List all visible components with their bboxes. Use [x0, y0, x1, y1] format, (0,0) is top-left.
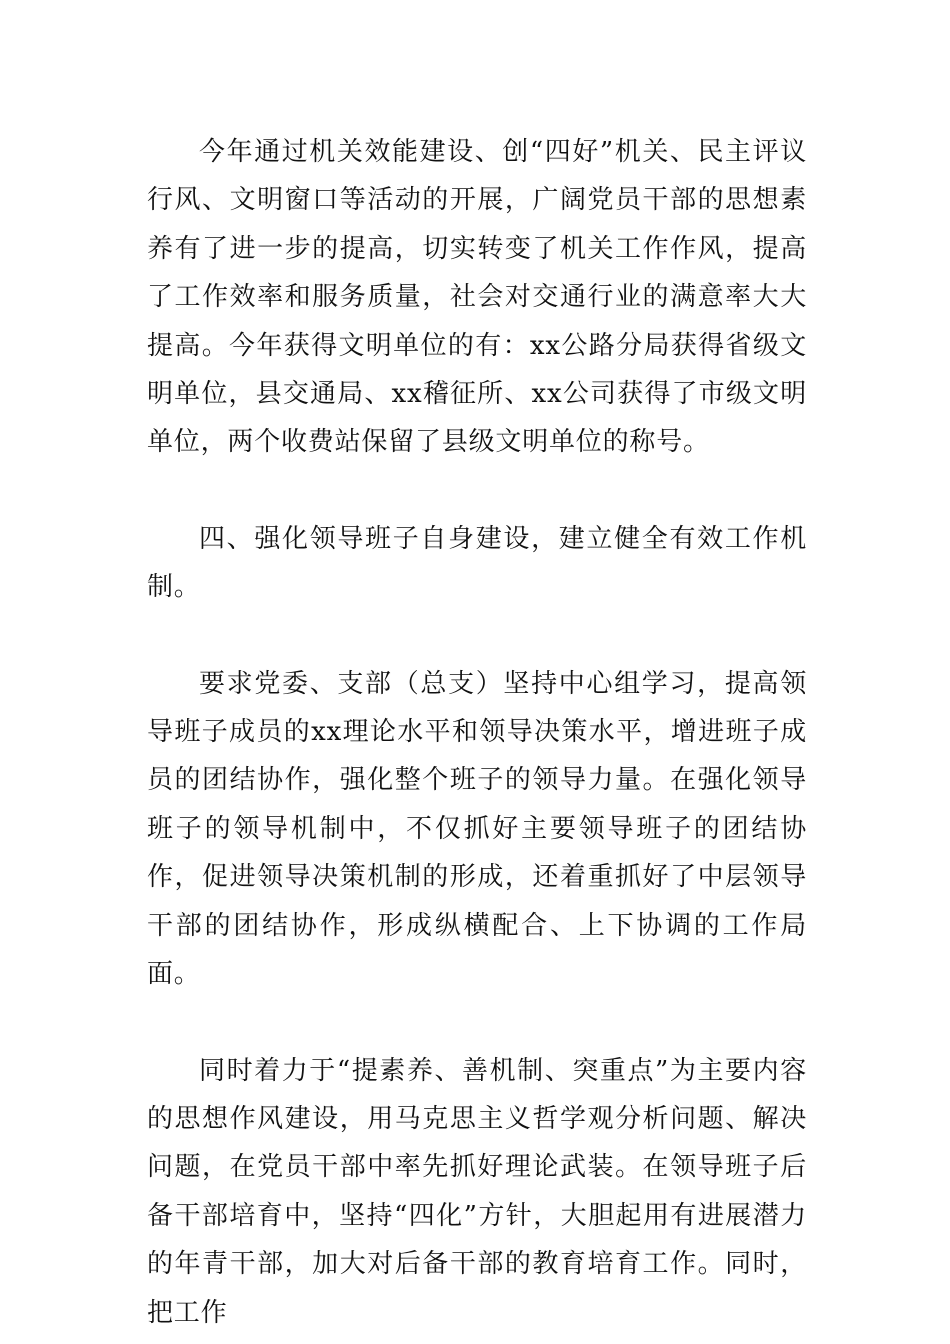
- section-heading-leadership: 四、强化领导班子自身建设，建立健全有效工作机制。: [147, 523, 807, 603]
- paragraph-leadership-mechanism: 要求党委、支部（总支）坚持中心组学习，提高领导班子成员的xx理论水平和领导决策水平，增进班子成员的团结协作，强化整个班子的领导力量。在强化领导班子的领导机制中，不仅抓好主要领导班子的团结协作，促进领导决策机制的形成，还着重抓好了中层领导干部的团结协作，形成纵横配合、上下协调的工作局面。: [147, 668, 807, 990]
- paragraph-style-building: 同时着力于“提素养、善机制、突重点”为主要内容的思想作风建设，用马克思主义哲学观分析问题、解决问题，在党员干部中率先抓好理论武装。在领导班子后备干部培育中，坚持“四化”方针，大胆起用有进展潜力的年青干部，加大对后备干部的教育培育工作。同时，把工作: [147, 1055, 807, 1328]
- paragraph-gap: [147, 612, 807, 660]
- paragraph-gap: [147, 467, 807, 515]
- document-body: [147, 128, 807, 1337]
- paragraph-civilization-units: 今年通过机关效能建设、创“四好”机关、民主评议行风、文明窗口等活动的开展，广阔党员干部的思想素养有了进一步的提高，切实转变了机关工作作风，提高了工作效率和服务质量，社会对交通行业的满意率大大提高。今年获得文明单位的有：xx公路分局获得省级文明单位，县交通局、xx稽征所、xx公司获得了市级文明单位，两个收费站保留了县级文明单位的称号。: [147, 137, 807, 458]
- paragraph-gap: [147, 999, 807, 1047]
